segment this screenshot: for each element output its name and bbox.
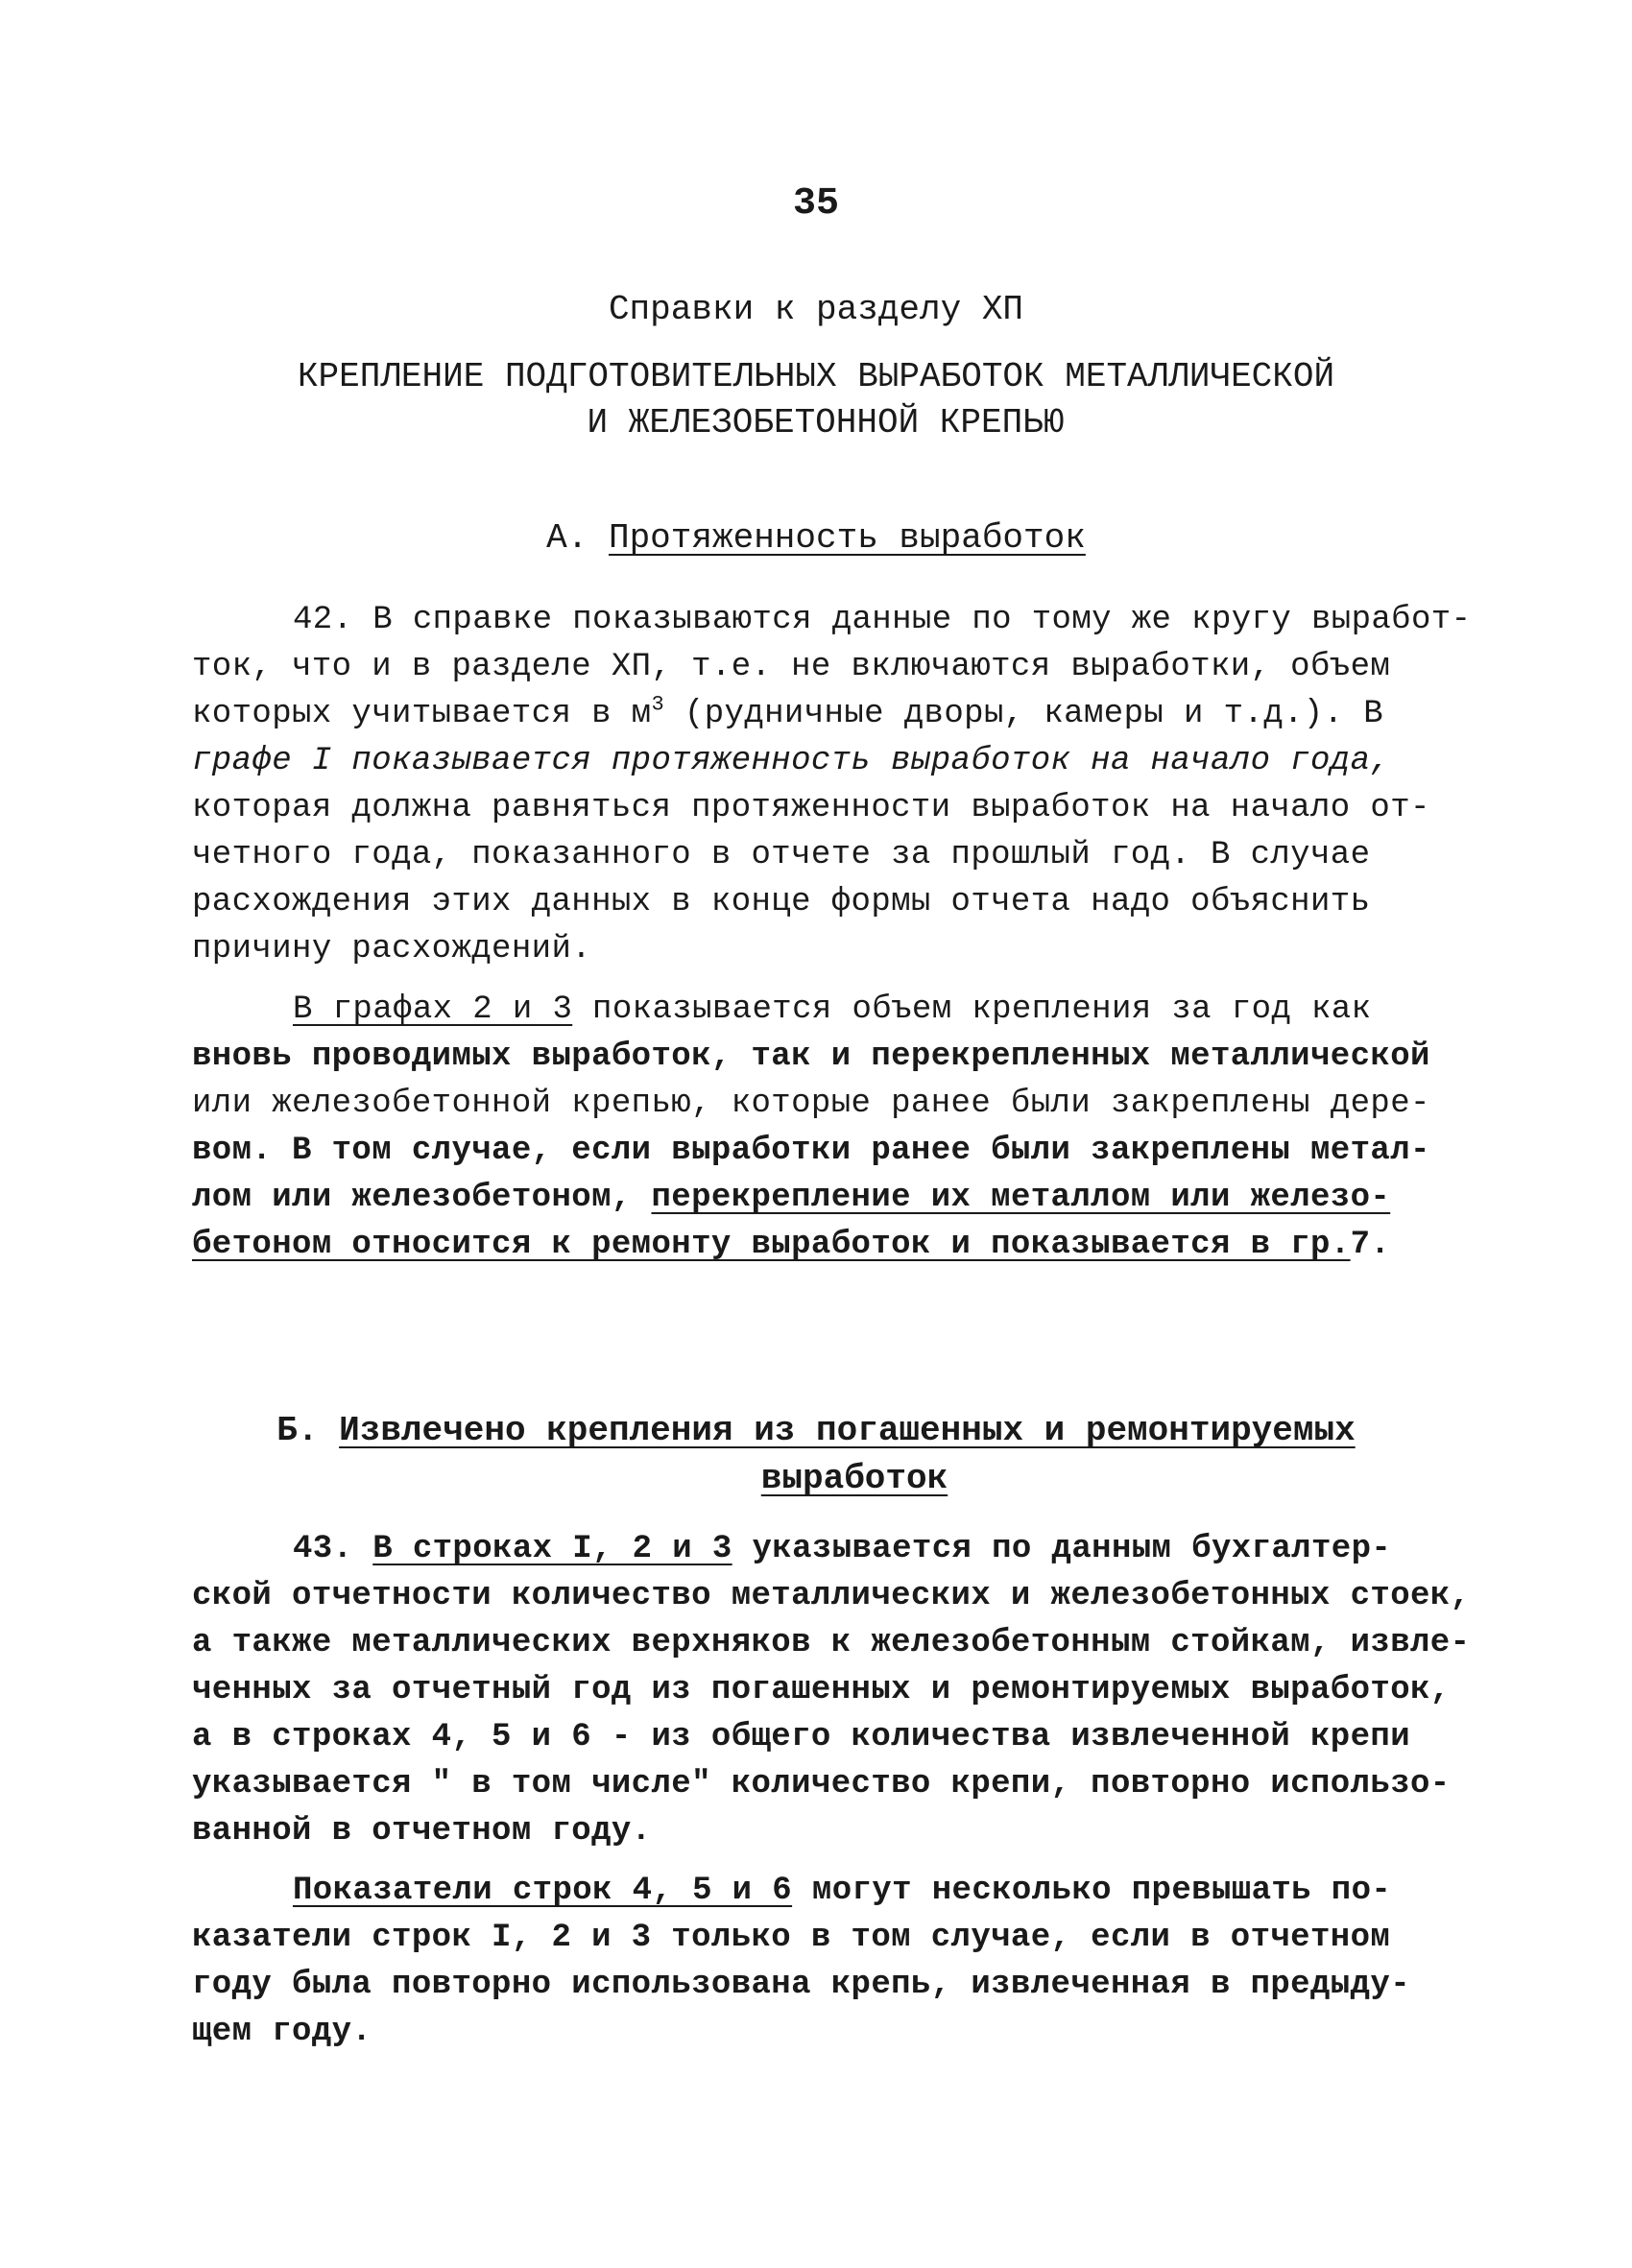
p42b-line5 xyxy=(192,1175,1450,1222)
p43-line1 xyxy=(192,1526,1450,1573)
p42-line4: графе I показывается протяженность выработок на начало года, xyxy=(192,743,1391,779)
p43b-line4: щем году. xyxy=(192,2014,372,2050)
p43-line5: а в строках 4, 5 и 6 - из общего количества извлеченной крепи xyxy=(192,1719,1411,1755)
p42b-line6-end: 7. xyxy=(1350,1227,1391,1263)
section-title-line2: И ЖЕЛЕЗОБЕТОННОЙ КРЕПЬЮ xyxy=(587,403,1065,442)
p42b-line3: или железобетонной крепью, которые ранее были закреплены дере- xyxy=(192,1086,1430,1122)
section-b-prefix: Б. xyxy=(276,1411,319,1450)
p42-line1: 42. В справке показываются данные по тому же кругу выработ- xyxy=(293,602,1472,638)
section-a-heading xyxy=(0,516,1632,561)
paragraph-42 xyxy=(192,597,1472,973)
p43-line7: ванной в отчетном году. xyxy=(192,1813,652,1850)
section-subtitle: Справки к разделу ХП xyxy=(608,290,1024,329)
p43-line6: указывается " в том числе" количество крепи, повторно использо- xyxy=(192,1766,1451,1802)
p43-line4: ченных за отчетный год из погашенных и ремонтируемых выработок, xyxy=(192,1672,1451,1708)
p43-line1-a: 43. xyxy=(293,1531,373,1567)
p43b-line1 xyxy=(192,1868,1450,1915)
p42b-line1-underlined: В графах 2 и 3 xyxy=(293,991,573,1028)
p42-line3 xyxy=(192,691,1450,738)
p42-line5: которая должна равняться протяженности выработок на начало от- xyxy=(192,790,1430,826)
section-title-line1: КРЕПЛЕНИЕ ПОДГОТОВИТЕЛЬНЫХ ВЫРАБОТОК МЕТАЛЛИЧЕСКОЙ xyxy=(297,357,1335,396)
p42-line3-a: которых учитывается в м xyxy=(192,696,652,732)
section-b-heading-line1: Извлечено крепления из погашенных и ремонтируемых xyxy=(339,1411,1356,1450)
p42b-line6-underlined: бетоном относится к ремонту выработок и показывается в гр. xyxy=(192,1227,1351,1263)
p42b-line6 xyxy=(192,1222,1450,1269)
section-a-heading-text: Протяженность выработок xyxy=(608,518,1086,558)
p43b-line3: году была повторно использована крепь, извлеченная в предыду- xyxy=(192,1967,1411,2003)
p42b-line1-rest: показывается объем крепления за год как xyxy=(572,991,1372,1028)
paragraph-43 xyxy=(192,1526,1471,1855)
p43-line3: а также металлических верхняков к железобетонным стойкам, извле- xyxy=(192,1625,1471,1661)
p43-line1-rest: указывается по данным бухгалтер- xyxy=(732,1531,1392,1567)
p42-line2: ток, что и в разделе ХП, т.е. не включаются выработки, объем xyxy=(192,649,1391,685)
p42-line7: расхождения этих данных в конце формы отчета надо объяснить xyxy=(192,884,1371,920)
p42b-line5-underlined: перекрепление их металлом или железо- xyxy=(651,1180,1391,1216)
page-number: 35 xyxy=(792,182,839,226)
p42-line8: причину расхождений. xyxy=(192,931,592,967)
p42-line3-b: (рудничные дворы, камеры и т.д.). В xyxy=(664,696,1384,732)
section-b-heading xyxy=(0,1409,1632,1453)
paragraph-42-continued xyxy=(192,987,1450,1269)
p42-line6: четного года, показанного в отчете за прошлый год. В случае xyxy=(192,837,1371,873)
p42b-line4: вом. В том случае, если выработки ранее были закреплены метал- xyxy=(192,1133,1430,1169)
p43b-line2: казатели строк I, 2 и 3 только в том случае, если в отчетном xyxy=(192,1920,1391,1956)
paragraph-43-continued xyxy=(192,1868,1450,2056)
p42b-line1 xyxy=(192,987,1450,1034)
cubic-superscript: 3 xyxy=(651,692,665,717)
section-a-prefix: А. xyxy=(546,518,588,558)
section-b-heading-line2 xyxy=(0,1457,1632,1501)
section-b-heading-line2-text: выработок xyxy=(760,1459,948,1498)
p42b-line2: вновь проводимых выработок, так и перекрепленных металлической xyxy=(192,1039,1430,1075)
p42b-line5-a: лом или железобетоном, xyxy=(192,1180,652,1216)
p43b-line1-underlined: Показатели строк 4, 5 и 6 xyxy=(293,1873,793,1909)
p43-line1-underlined: В строках I, 2 и 3 xyxy=(372,1531,732,1567)
p43b-line1-rest: могут несколько превышать по- xyxy=(792,1873,1392,1909)
p43-line2: ской отчетности количество металлических и железобетонных стоек, xyxy=(192,1578,1471,1614)
